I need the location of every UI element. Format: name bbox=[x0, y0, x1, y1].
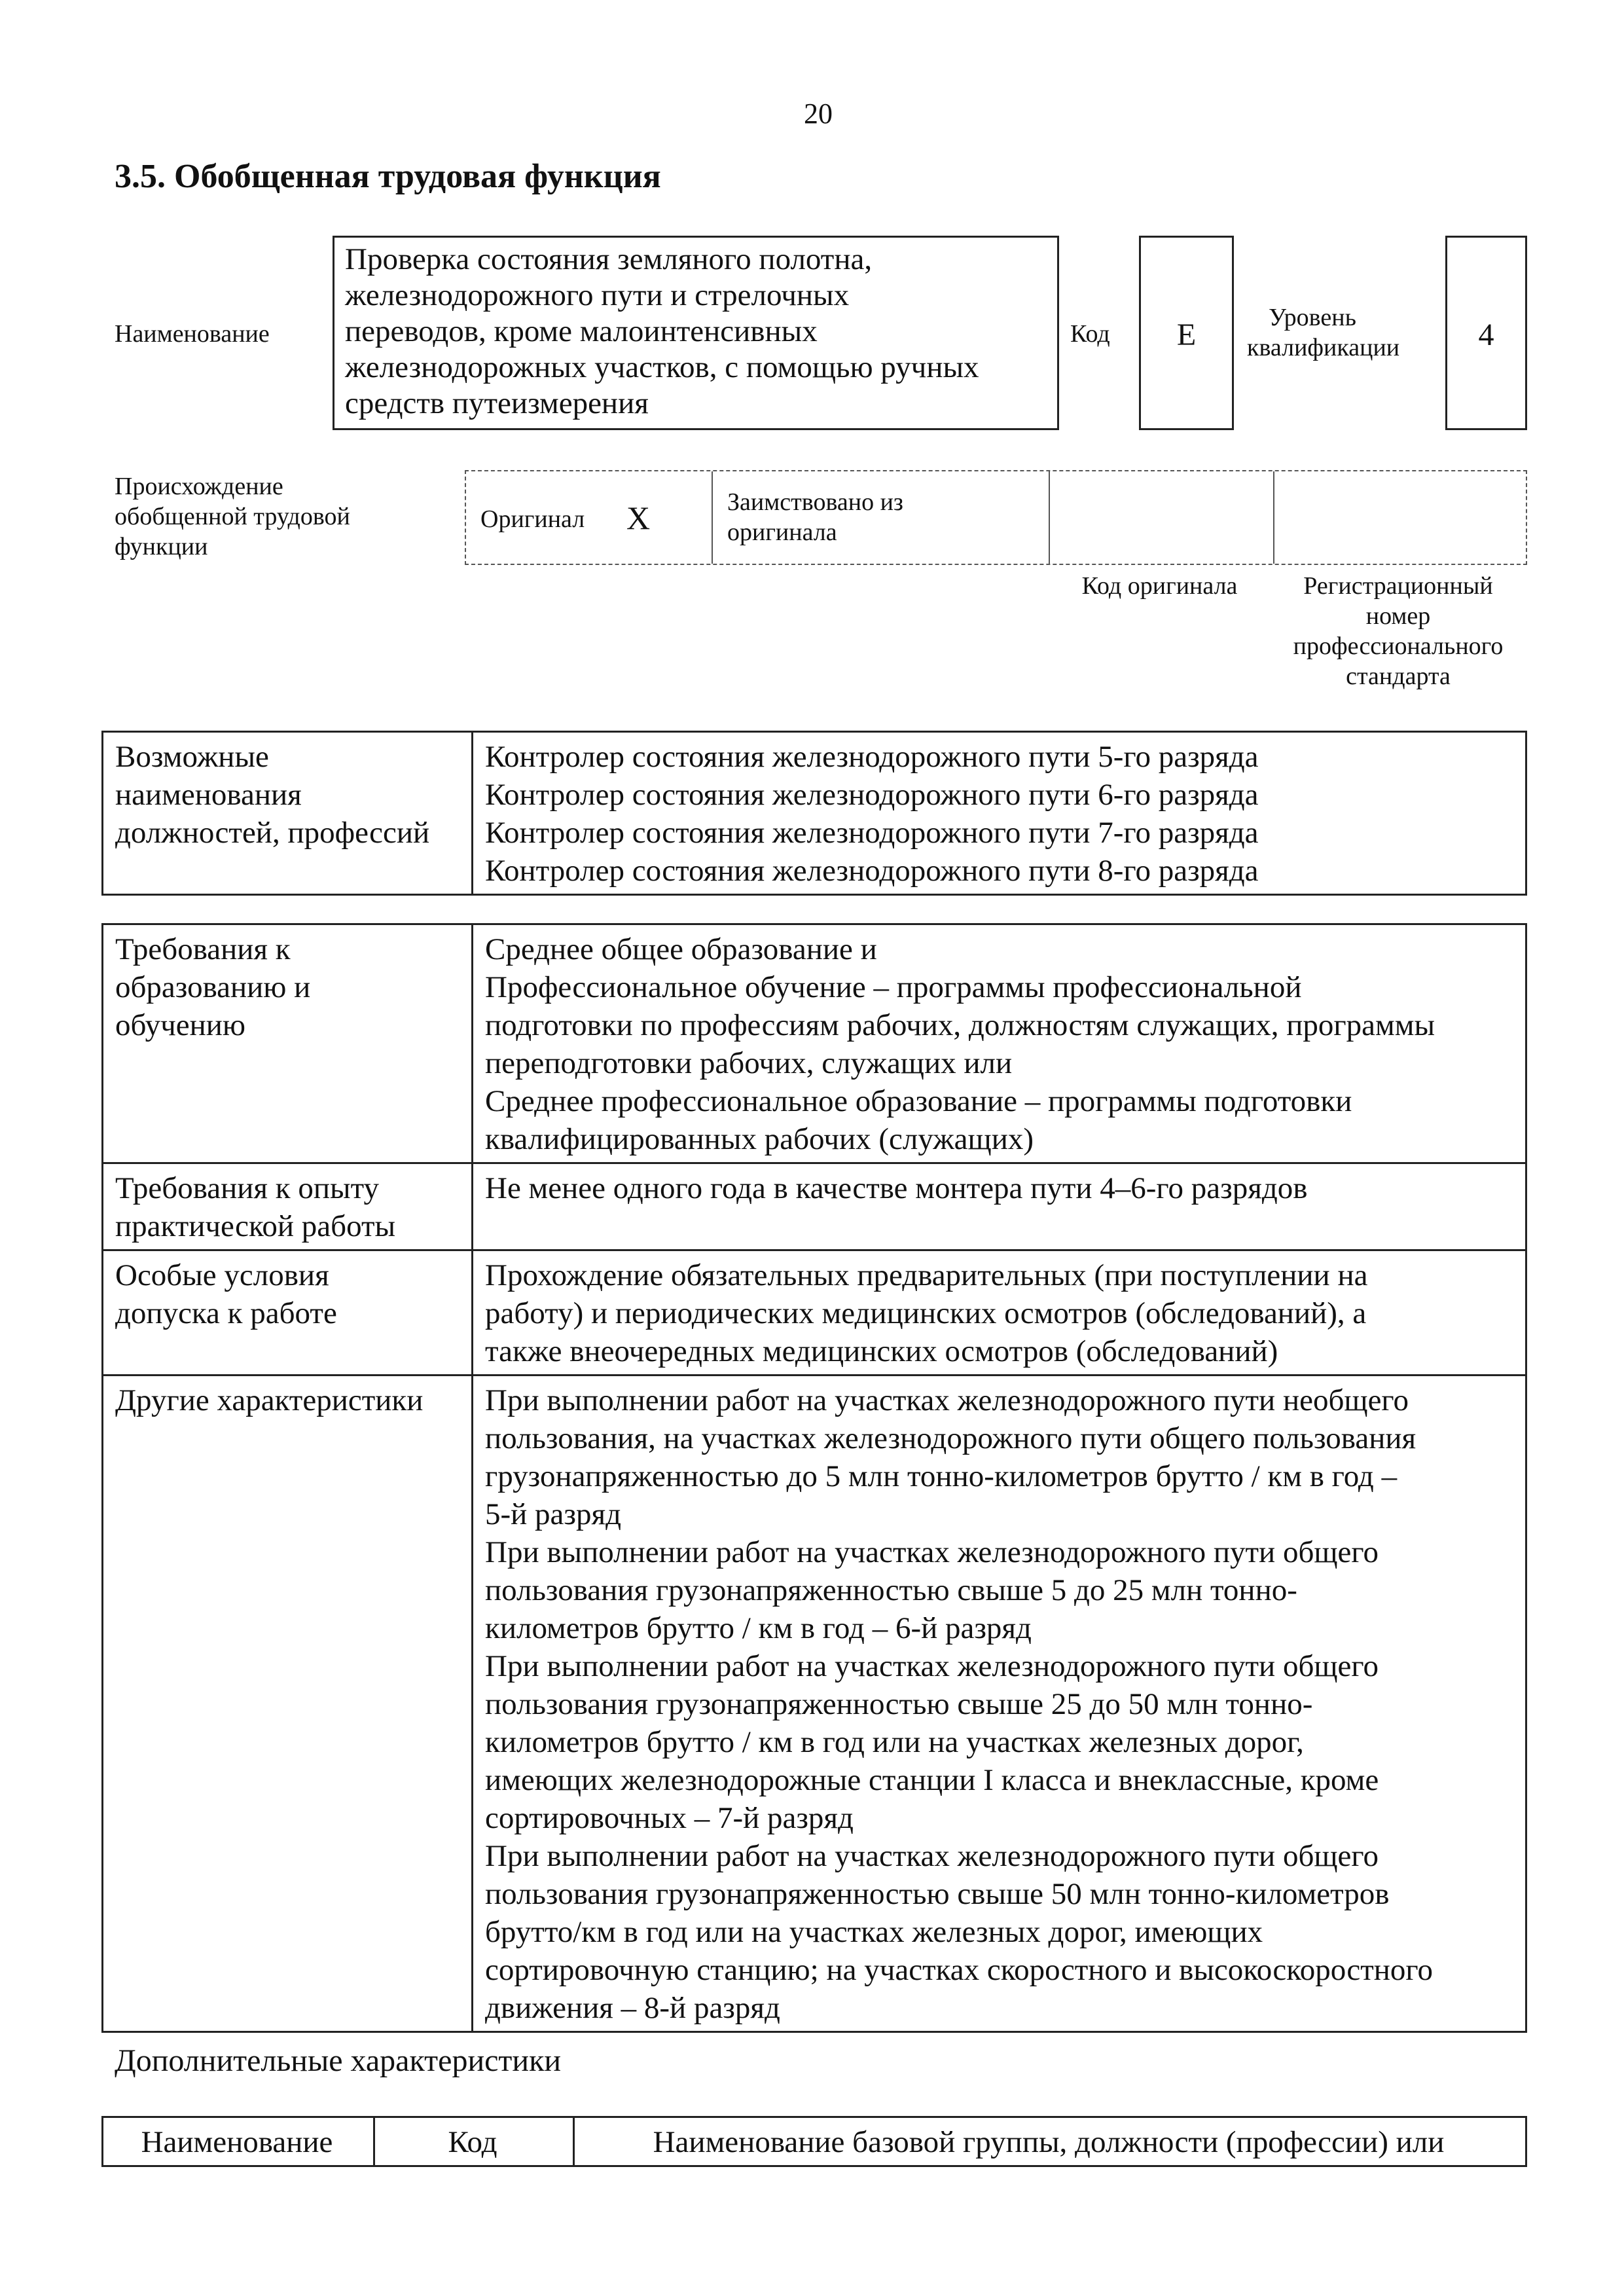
origin-table bbox=[465, 470, 1527, 565]
origin-label-line: Происхождение bbox=[115, 473, 283, 500]
requirement-label-line: Особые условия bbox=[115, 1258, 329, 1292]
position-item: Контролер состояния железнодорожного пути 6-го разряда bbox=[485, 778, 1259, 812]
requirement-value-line: грузонапряженностью до 5 млн тонно-километров брутто / км в год – bbox=[485, 1459, 1398, 1493]
function-name-line: Проверка состояния земляного полотна, bbox=[345, 242, 873, 276]
level-value-box: 4 bbox=[1445, 236, 1527, 430]
origin-label-line: обобщенной трудовой bbox=[115, 503, 350, 530]
requirement-label-line: допуска к работе bbox=[115, 1296, 337, 1330]
origin-label-line: функции bbox=[115, 533, 208, 560]
reg-number-caption bbox=[1272, 571, 1525, 691]
requirement-value-line: квалифицированных рабочих (служащих) bbox=[485, 1122, 1034, 1156]
function-name-line: средств путеизмерения bbox=[345, 386, 649, 420]
requirement-value-line: При выполнении работ на участках железнодорожного пути общего bbox=[485, 1649, 1379, 1683]
level-label-line: квалификации bbox=[1247, 334, 1400, 361]
education-label bbox=[103, 924, 473, 1163]
function-name-box bbox=[333, 236, 1059, 430]
requirement-value-line: имеющих железнодорожные станции I класса и внеклассные, кроме bbox=[485, 1763, 1379, 1797]
requirement-value-line: переподготовки рабочих, служащих или bbox=[485, 1046, 1013, 1080]
table-row bbox=[103, 1250, 1526, 1376]
special-conditions-value bbox=[473, 1250, 1526, 1376]
requirement-value-line: подготовки по профессиям рабочих, должностям служащих, программы bbox=[485, 1008, 1435, 1042]
positions-label-line: должностей, профессий bbox=[115, 816, 430, 850]
positions-label-line: Возможные bbox=[115, 740, 269, 774]
position-item: Контролер состояния железнодорожного пути 8-го разряда bbox=[485, 854, 1259, 888]
table-row bbox=[103, 1376, 1526, 2032]
code-original-cell bbox=[1049, 471, 1273, 564]
reg-number-cell bbox=[1273, 471, 1526, 564]
col-code-header: Код bbox=[374, 2117, 574, 2166]
requirement-value-line: пользования, на участках железнодорожного пути общего пользования bbox=[485, 1421, 1416, 1455]
requirement-value-line: также внеочередных медицинских осмотров (обследований) bbox=[485, 1334, 1278, 1368]
requirement-label-line: Требования к bbox=[115, 932, 291, 966]
table-row bbox=[103, 2117, 1526, 2166]
page-number: 20 bbox=[804, 98, 833, 130]
borrowed-line: оригинала bbox=[727, 519, 837, 546]
requirement-value-line: движения – 8-й разряд bbox=[485, 1991, 780, 2025]
original-cell bbox=[466, 471, 712, 564]
requirement-value-line: Среднее общее образование и bbox=[485, 932, 877, 966]
code-label: Код bbox=[1070, 320, 1110, 348]
original-label: Оригинал bbox=[480, 505, 585, 533]
requirement-label-line: Требования к опыту bbox=[115, 1171, 380, 1205]
requirement-label-line: обучению bbox=[115, 1008, 246, 1042]
positions-label bbox=[103, 732, 473, 895]
position-item: Контролер состояния железнодорожного пути 7-го разряда bbox=[485, 816, 1259, 850]
level-label bbox=[1247, 302, 1400, 363]
positions-values bbox=[473, 732, 1526, 895]
experience-value bbox=[473, 1163, 1526, 1250]
requirement-value-line: работу) и периодических медицинских осмотров (обследований), а bbox=[485, 1296, 1367, 1330]
section-title: 3.5. Обобщенная трудовая функция bbox=[115, 158, 661, 195]
borrowed-cell bbox=[712, 471, 1049, 564]
requirement-label-line: Другие характеристики bbox=[115, 1383, 424, 1417]
requirement-value-line: пользования грузонапряженностью свыше 5 до 25 млн тонно- bbox=[485, 1573, 1297, 1607]
other-characteristics-value bbox=[473, 1376, 1526, 2032]
requirement-value-line: километров брутто / км в год – 6-й разряд bbox=[485, 1611, 1032, 1645]
requirements-table bbox=[101, 923, 1527, 2033]
requirement-value-line: брутто/км в год или на участках железных дорог, имеющих bbox=[485, 1915, 1263, 1949]
reg-number-line: номер bbox=[1365, 602, 1431, 630]
reg-number-line: профессионального bbox=[1293, 632, 1504, 660]
reg-number-line: стандарта bbox=[1346, 663, 1451, 690]
requirement-value-line: километров брутто / км в год или на участках железных дорог, bbox=[485, 1725, 1304, 1759]
function-name-line: переводов, кроме малоинтенсивных bbox=[345, 314, 818, 348]
special-conditions-label bbox=[103, 1250, 473, 1376]
origin-label bbox=[115, 471, 350, 562]
requirement-value-line: Среднее профессиональное образование – программы подготовки bbox=[485, 1084, 1352, 1118]
requirement-value-line: Прохождение обязательных предварительных (при поступлении на bbox=[485, 1258, 1368, 1292]
requirement-label-line: практической работы bbox=[115, 1209, 396, 1243]
requirement-value-line: При выполнении работ на участках железнодорожного пути необщего bbox=[485, 1383, 1409, 1417]
education-value bbox=[473, 924, 1526, 1163]
position-item: Контролер состояния железнодорожного пути 5-го разряда bbox=[485, 740, 1259, 774]
code-value-box: E bbox=[1139, 236, 1234, 430]
requirement-value-line: Профессиональное обучение – программы профессиональной bbox=[485, 970, 1302, 1004]
requirement-label-line: образованию и bbox=[115, 970, 311, 1004]
function-name-line: железнодорожного пути и стрелочных bbox=[345, 278, 850, 312]
table-row bbox=[103, 1163, 1526, 1250]
requirement-value-line: Не менее одного года в качестве монтера пути 4–6-го разрядов bbox=[485, 1171, 1308, 1205]
borrowed-line: Заимствовано из bbox=[727, 488, 903, 516]
requirement-value-line: 5-й разряд bbox=[485, 1497, 622, 1531]
name-label: Наименование bbox=[115, 320, 270, 348]
additional-table bbox=[101, 2116, 1527, 2167]
requirement-value-line: сортировочную станцию; на участках скоростного и высокоскоростного bbox=[485, 1953, 1434, 1987]
experience-label bbox=[103, 1163, 473, 1250]
requirement-value-line: При выполнении работ на участках железнодорожного пути общего bbox=[485, 1839, 1379, 1873]
requirement-value-line: пользования грузонапряженностью свыше 50 млн тонно-километров bbox=[485, 1877, 1390, 1911]
level-label-line: Уровень bbox=[1269, 304, 1356, 331]
col-name-header: Наименование bbox=[103, 2117, 374, 2166]
reg-number-line: Регистрационный bbox=[1303, 572, 1493, 600]
requirement-value-line: При выполнении работ на участках железнодорожного пути общего bbox=[485, 1535, 1379, 1569]
table-row bbox=[103, 924, 1526, 1163]
requirement-value-line: пользования грузонапряженностью свыше 25 до 50 млн тонно- bbox=[485, 1687, 1313, 1721]
requirement-value-line: сортировочных – 7-й разряд bbox=[485, 1801, 854, 1835]
original-mark: X bbox=[626, 500, 651, 536]
positions-label-line: наименования bbox=[115, 778, 302, 812]
col-group-header: Наименование базовой группы, должности (профессии) или bbox=[574, 2117, 1526, 2166]
code-original-caption: Код оригинала bbox=[1081, 572, 1238, 600]
additional-title: Дополнительные характеристики bbox=[115, 2043, 562, 2078]
positions-table bbox=[101, 731, 1527, 896]
other-characteristics-label bbox=[103, 1376, 473, 2032]
function-name-line: железнодорожных участков, с помощью ручных bbox=[345, 350, 979, 384]
table-row bbox=[103, 732, 1526, 895]
